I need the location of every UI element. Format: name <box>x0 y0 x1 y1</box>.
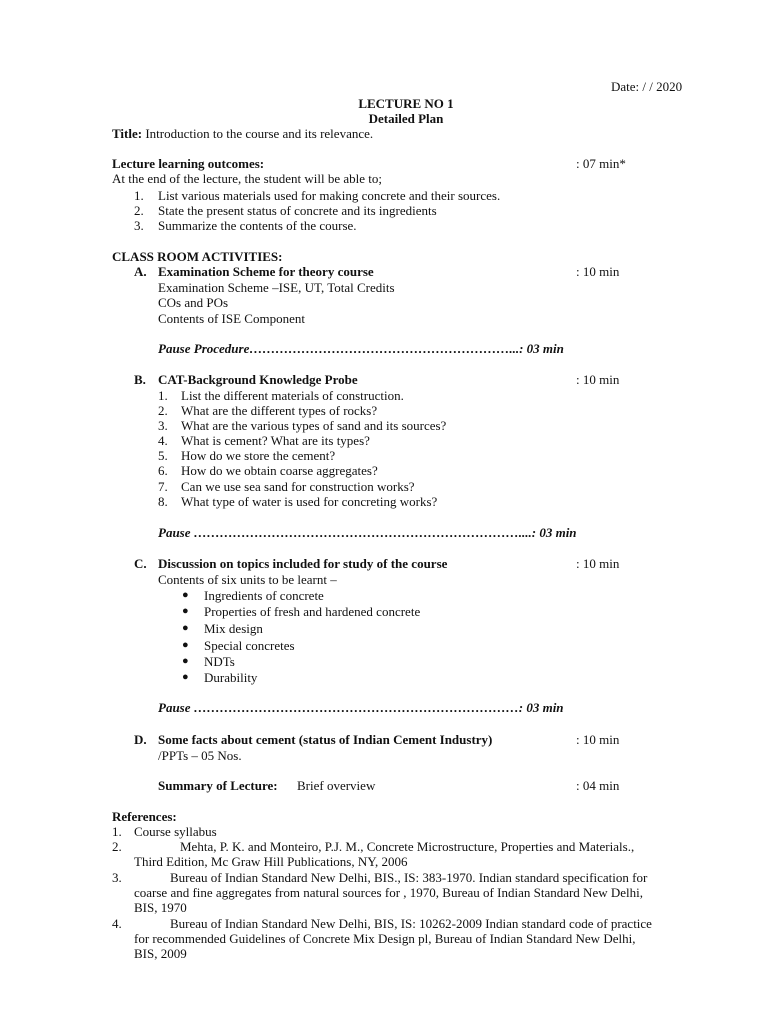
section-a-time: : 10 min <box>576 264 620 279</box>
probe-question: List the different materials of construction. <box>181 388 404 403</box>
unit-item: Properties of fresh and hardened concrete <box>204 604 421 619</box>
section-d-time: : 10 min <box>576 732 620 747</box>
unit-item: Mix design <box>204 621 263 636</box>
bullet-icon: ● <box>182 671 189 683</box>
outcomes-intro: At the end of the lecture, the student will be able to; <box>112 171 383 186</box>
reference-line: BIS, 1970 <box>134 900 187 915</box>
detailed-plan-heading: Detailed Plan <box>368 111 444 126</box>
reference-line: Mehta, P. K. and Monteiro, P.J. M., Concrete Microstructure, Properties and Materials., <box>180 839 635 854</box>
bullet-icon: ● <box>182 655 189 667</box>
section-b-letter: B. <box>134 372 146 387</box>
outcome-text: Summarize the contents of the course. <box>158 218 357 233</box>
bullet-icon: ● <box>182 589 189 601</box>
section-c-time: : 10 min <box>576 556 620 571</box>
probe-number: 5. <box>158 448 168 463</box>
reference-line: Bureau of Indian Standard New Delhi, BIS., IS: 383-1970. Indian standard specification for <box>170 870 648 885</box>
outcome-number: 1. <box>134 188 144 203</box>
section-a-line: COs and POs <box>158 295 229 310</box>
probe-number: 2. <box>158 403 168 418</box>
reference-number: 4. <box>112 916 122 931</box>
section-d-line: /PPTs – 05 Nos. <box>158 748 242 763</box>
reference-line: coarse and fine aggregates from natural sources for , 1970, Bureau of Indian Standard New Delhi, <box>134 885 643 900</box>
bullet-icon: ● <box>182 622 189 634</box>
section-a-line: Examination Scheme –ISE, UT, Total Credits <box>158 280 395 295</box>
title-label: Title: <box>112 126 143 141</box>
date-line: Date: / / 2020 <box>611 79 683 94</box>
probe-question: What are the different types of rocks? <box>181 403 378 418</box>
section-a-line: Contents of ISE Component <box>158 311 305 326</box>
probe-number: 3. <box>158 418 168 433</box>
section-a-letter: A. <box>134 264 147 279</box>
title-line <box>112 126 373 141</box>
outcomes-time: : 07 min* <box>576 156 626 171</box>
probe-question: Can we use sea sand for construction works? <box>181 479 415 494</box>
unit-item: Special concretes <box>204 638 295 653</box>
reference-line: Bureau of Indian Standard New Delhi, BIS, IS: 10262-2009 Indian standard code of practice <box>170 916 652 931</box>
title-text: Introduction to the course and its relevance. <box>145 126 374 141</box>
reference-line: BIS, 2009 <box>134 946 187 961</box>
summary-label: Summary of Lecture: <box>158 778 278 793</box>
unit-item: Durability <box>204 670 258 685</box>
probe-number: 6. <box>158 463 168 478</box>
reference-line: Third Edition, Mc Graw Hill Publications, NY, 2006 <box>134 854 408 869</box>
section-c-title: Discussion on topics included for study of the course <box>158 556 448 571</box>
probe-question: What is cement? What are its types? <box>181 433 370 448</box>
probe-question: How do we obtain coarse aggregates? <box>181 463 378 478</box>
outcomes-heading: Lecture learning outcomes: <box>112 156 265 171</box>
probe-number: 7. <box>158 479 168 494</box>
activities-heading: CLASS ROOM ACTIVITIES: <box>112 249 283 264</box>
section-c-letter: C. <box>134 556 147 571</box>
summary-time: : 04 min <box>576 778 620 793</box>
probe-question: What are the various types of sand and its sources? <box>181 418 447 433</box>
lecture-number: LECTURE NO 1 <box>358 96 454 111</box>
references-heading: References: <box>112 809 177 824</box>
reference-line: Course syllabus <box>134 824 217 839</box>
pause-c: Pause …………………………………………………………………: 03 min <box>158 700 564 715</box>
reference-number: 1. <box>112 824 122 839</box>
reference-number: 2. <box>112 839 122 854</box>
probe-question: How do we store the cement? <box>181 448 336 463</box>
section-d-letter: D. <box>134 732 147 747</box>
probe-question: What type of water is used for concreting works? <box>181 494 438 509</box>
reference-number: 3. <box>112 870 122 885</box>
probe-number: 4. <box>158 433 168 448</box>
bullet-icon: ● <box>182 605 189 617</box>
section-b-time: : 10 min <box>576 372 620 387</box>
outcome-text: State the present status of concrete and its ingredients <box>158 203 437 218</box>
section-c-intro: Contents of six units to be learnt – <box>158 572 337 587</box>
probe-number: 8. <box>158 494 168 509</box>
pause-b: Pause …………………………………………………………………....: 03 min <box>158 525 577 540</box>
pause-procedure: Pause Procedure……………………………………………………...: 03 min <box>158 341 564 356</box>
summary-text: Brief overview <box>297 778 376 793</box>
bullet-icon: ● <box>182 639 189 651</box>
reference-line: for recommended Guidelines of Concrete Mix Design pl, Bureau of Indian Standard New Delhi, <box>134 931 636 946</box>
section-a-title: Examination Scheme for theory course <box>158 264 374 279</box>
unit-item: Ingredients of concrete <box>204 588 324 603</box>
unit-item: NDTs <box>204 654 235 669</box>
outcome-number: 3. <box>134 218 144 233</box>
outcome-text: List various materials used for making concrete and their sources. <box>158 188 501 203</box>
section-d-title: Some facts about cement (status of Indian Cement Industry) <box>158 732 493 747</box>
section-b-title: CAT-Background Knowledge Probe <box>158 372 358 387</box>
probe-number: 1. <box>158 388 168 403</box>
outcome-number: 2. <box>134 203 144 218</box>
